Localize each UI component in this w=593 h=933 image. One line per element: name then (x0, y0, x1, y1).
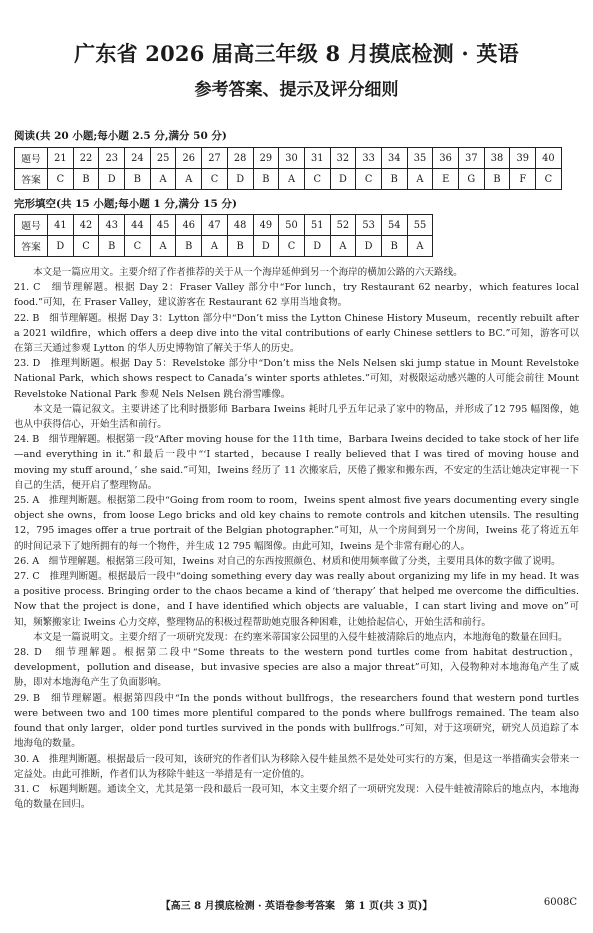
question-number-cell: 22 (73, 148, 99, 169)
question-number-cell: 49 (253, 215, 279, 236)
answer-cell: A (176, 169, 202, 190)
answer-explanation: 31. C 标题判断题。通读全文，尤其是第一段和最后一段可知，本文主要介绍了一项研究发现：入侵牛蛙被清除后的地点内，本地海龟的数量在回归。 (14, 783, 579, 811)
answer-cell: D (227, 169, 253, 190)
question-number-cell: 31 (304, 148, 330, 169)
answer-cell: A (150, 236, 176, 257)
question-number-cell: 21 (48, 148, 74, 169)
answer-explanation: 25. A 推理判断题。根据第二段中“Going from room to room，Iweins spent almost five years documenting every single object she owns，from loose Lego bricks and old key chains to remote controls and kitchen utensils. The resulting 12，795 images offer a true portrait of the Belgian photographer.”可知，从一个房间到另一个房间，Iweins 花了将近五年的时间记录下了她所拥有的每一个物件，并生成 12 795 幅图像。由此可知，Iweins 是个非常有耐心的人。 (14, 495, 579, 552)
question-number-cell: 43 (99, 215, 125, 236)
page-footer: 【高三 8 月摸底检测 · 英语卷参考答案 第 1 页(共 3 页)】 (160, 901, 433, 912)
row-label: 题号 (15, 215, 48, 236)
answer-cell: B (381, 236, 407, 257)
reading-section-heading: 阅读(共 20 小题;每小题 2.5 分,满分 50 分) (14, 130, 227, 142)
row-label: 答案 (15, 169, 48, 190)
answer-cell: A (202, 236, 228, 257)
question-number-cell: 34 (381, 148, 407, 169)
explanation-body (14, 265, 579, 812)
page-title: 广东省 2026 届高三年级 8 月摸底检测 · 英语 (74, 41, 519, 66)
answer-cell: B (125, 169, 151, 190)
answer-cell: C (304, 169, 330, 190)
answer-cell: B (381, 169, 407, 190)
question-number-cell: 41 (48, 215, 74, 236)
answer-cell: D (99, 169, 125, 190)
answer-explanation: 30. A 推理判断题。根据最后一段可知，该研究的作者们认为移除入侵牛蛙虽然不是处处可实行的方案，但是这一举措确实会带来一定益处。由此可推断，作者们认为移除牛蛙这一举措是有一定价值的。 (14, 753, 579, 780)
question-number-cell: 23 (99, 148, 125, 169)
row-label: 答案 (15, 236, 48, 257)
question-number-cell: 44 (125, 215, 151, 236)
answer-cell: C (202, 169, 228, 190)
reading-answer-table (14, 147, 562, 190)
answer-cell: C (73, 236, 99, 257)
reading-number-row (15, 148, 562, 169)
cloze-section-heading: 完形填空(共 15 小题;每小题 1 分,满分 15 分) (14, 198, 237, 210)
question-number-cell: 36 (433, 148, 459, 169)
answer-cell: B (227, 236, 253, 257)
question-number-cell: 26 (176, 148, 202, 169)
cloze-answer-table (14, 214, 433, 257)
question-number-cell: 48 (227, 215, 253, 236)
question-number-cell: 47 (202, 215, 228, 236)
answer-cell: E (433, 169, 459, 190)
cloze-answer-row (15, 236, 433, 257)
cloze-number-row (15, 215, 433, 236)
reading-answer-row (15, 169, 562, 190)
answer-cell: C (125, 236, 151, 257)
question-number-cell: 45 (150, 215, 176, 236)
question-number-cell: 53 (356, 215, 382, 236)
row-label: 题号 (15, 148, 48, 169)
answer-cell: D (356, 236, 382, 257)
question-number-cell: 42 (73, 215, 99, 236)
paper-code: 6008C (543, 897, 577, 908)
question-number-cell: 40 (536, 148, 562, 169)
passage-summary: 本文是一篇应用文。主要介绍了作者推荐的关于从一个海岸延伸到另一个海岸的横加公路的六天路线。 (33, 267, 463, 278)
question-number-cell: 55 (407, 215, 433, 236)
answer-cell: A (330, 236, 356, 257)
question-number-cell: 30 (279, 148, 305, 169)
answer-cell: B (176, 236, 202, 257)
answer-explanation: 21. C 细节理解题。根据 Day 2：Fraser Valley 部分中“For lunch，try Restaurant 62 nearby，which features local food.”可知，在 Fraser Valley，建议游客在 Restaurant 62 享用当地食物。 (14, 282, 579, 309)
question-number-cell: 50 (279, 215, 305, 236)
answer-cell: D (253, 236, 279, 257)
question-number-cell: 52 (330, 215, 356, 236)
question-number-cell: 51 (304, 215, 330, 236)
answer-explanation: 24. B 细节理解题。根据第一段“After moving house for the 11th time，Barbara Iweins decided to take stock of her life—and everything in it.”和最后一段中“‘I started，because I really believed that I was tired of moving house and moving my stuff around，’ she said.”可知，Iweins 经历了 11 次搬家后，厌倦了搬家和搬东西，不安定的生活让她决定审视一下自己的生活，便开启了整理物品。 (14, 434, 579, 491)
answer-cell: A (407, 169, 433, 190)
answer-explanation: 22. B 细节理解题。根据 Day 3：Lytton 部分中“Don’t miss the Lytton Chinese History Museum，recently rebuilt after a 2021 wildfire，which offers a deep dive into the vital contributions of early Chinese settlers to BC.”可知，游客可以在第三天通过参观 Lytton 的华人历史博物馆了解关于华人的历史。 (14, 312, 579, 355)
question-number-cell: 35 (407, 148, 433, 169)
question-number-cell: 25 (150, 148, 176, 169)
answer-cell: C (356, 169, 382, 190)
question-number-cell: 27 (202, 148, 228, 169)
answer-cell: B (253, 169, 279, 190)
answer-cell: A (407, 236, 433, 257)
answer-cell: G (459, 169, 485, 190)
answer-cell: D (48, 236, 74, 257)
page-subtitle: 参考答案、提示及评分细则 (194, 80, 399, 100)
answer-cell: C (279, 236, 305, 257)
answer-cell: A (279, 169, 305, 190)
answer-cell: F (510, 169, 536, 190)
answer-cell: D (330, 169, 356, 190)
answer-cell: C (536, 169, 562, 190)
question-number-cell: 54 (381, 215, 407, 236)
answer-cell: A (150, 169, 176, 190)
answer-explanation: 28. D 细节理解题。根据第二段中“Some threats to the western pond turtles come from habitat destruction，development，pollution and disease，but invasive species are also a major threat”可知，入侵物种对本地海龟产生了威胁，即对本地海龟产生了负面影响。 (14, 647, 579, 689)
answer-explanation: 23. D 推理判断题。根据 Day 5：Revelstoke 部分中“Don’t miss the Nels Nelsen ski jump statue in Mount Revelstoke National Park，which shows respect to Canada’s winter sports athletes.”可知，对极限运动感兴趣的人可能会前往 Mount Revelstoke National Park 参观 Nels Nelsen 跳台滑雪雕像。 (14, 358, 579, 400)
question-number-cell: 39 (510, 148, 536, 169)
question-number-cell: 37 (459, 148, 485, 169)
question-number-cell: 46 (176, 215, 202, 236)
question-number-cell: 33 (356, 148, 382, 169)
answer-explanation: 29. B 细节理解题。根据第四段中“In the ponds without bullfrogs，the researchers found that western pond turtles were between two and 100 times more plentiful compared to the ponds where bullfrogs remained. The team also found that only larger，older pond turtles survived in the ponds with bullfrogs.”可知，对于这项研究，研究人员追踪了本地海龟的数量。 (14, 692, 579, 750)
answer-explanation: 26. A 细节理解题。根据第三段可知，Iweins 对自己的东西按照颜色、材质和使用频率做了分类，主要用具体的数字做了说明。 (14, 555, 561, 567)
question-number-cell: 38 (484, 148, 510, 169)
answer-cell: D (304, 236, 330, 257)
answer-cell: B (484, 169, 510, 190)
answer-cell: C (48, 169, 74, 190)
answer-explanation: 27. C 推理判断题。根据最后一段中“doing something every day was really about organizing my life in my head. It was a positive process. Bringing order to the chaos became a kind of ‘therapy’ that helped me overcome the difficulties. Now that the project is done，and I have identified which objects are valuable，I can start living and move on”可知，频繁搬家让 Iweins 心力交瘁，整理物品的积极过程帮助她克服各种困难，让她拾起信心，开始生活和前行。 (14, 571, 579, 628)
question-number-cell: 29 (253, 148, 279, 169)
passage-summary: 本文是一篇说明文。主要介绍了一项研究发现：在约塞米蒂国家公园里的入侵牛蛙被清除后的地点内，本地海龟的数量在回归。 (33, 631, 568, 643)
answer-cell: B (99, 236, 125, 257)
question-number-cell: 32 (330, 148, 356, 169)
answer-cell: B (73, 169, 99, 190)
passage-summary: 本文是一篇记叙文。主要讲述了比利时摄影师 Barbara Iweins 耗时几乎五年记录了家中的物品，并形成了12 795 幅图像，她也从中获得信心，开始生活和前行。 (14, 403, 579, 431)
question-number-cell: 28 (227, 148, 253, 169)
question-number-cell: 24 (125, 148, 151, 169)
